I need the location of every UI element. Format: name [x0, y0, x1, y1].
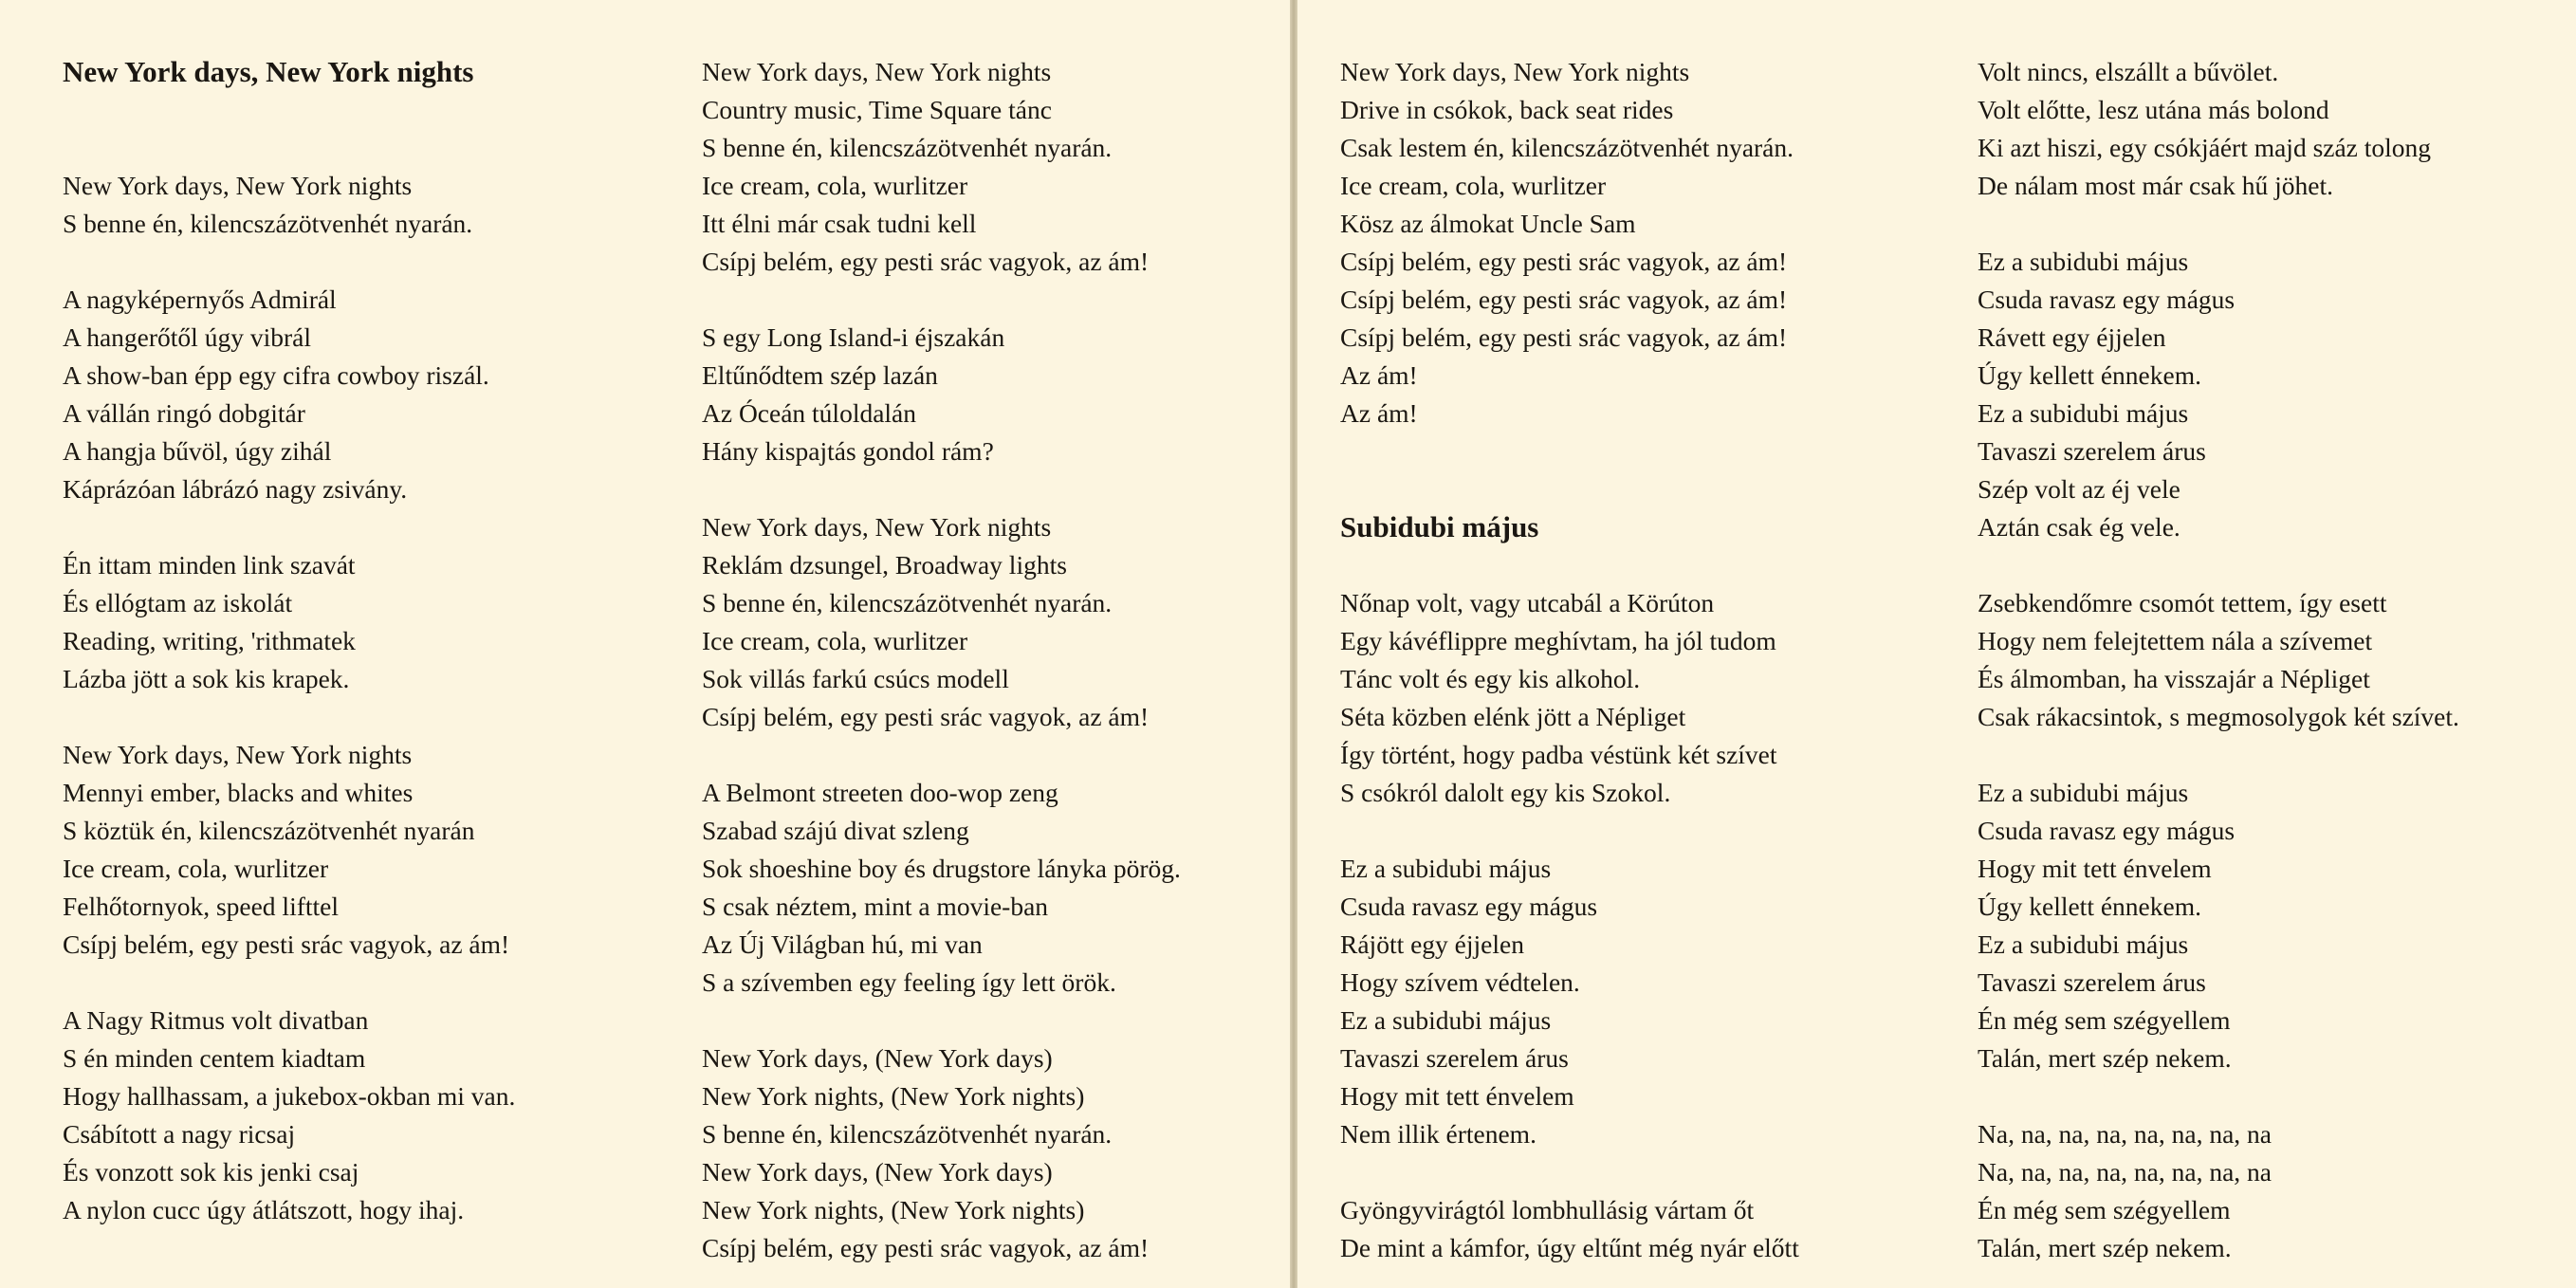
lyric-line: New York days, New York nights [1340, 57, 1690, 86]
lyric-line: Úgy kellett énnekem. [1978, 360, 2201, 390]
stanza [63, 546, 515, 698]
stanza [63, 281, 515, 508]
stanza [702, 319, 1181, 470]
lyric-line: Rávett egy éjjelen [1978, 322, 2166, 352]
lyric-line: Csípj belém, egy pesti srác vagyok, az ám! [702, 247, 1150, 276]
lyric-line: Ki azt hiszi, egy csókjáért majd száz tolong [1978, 133, 2432, 162]
lyric-line: New York nights, (New York nights) [702, 1195, 1085, 1224]
lyric-line: Káprázóan lábrázó nagy zsivány. [63, 474, 408, 504]
page-gutter [1290, 0, 1297, 1288]
stanza-gap [1978, 1077, 2459, 1115]
lyric-line: Csuda ravasz egy mágus [1978, 816, 2236, 845]
lyric-line: Aztán csak ég vele. [1978, 512, 2180, 542]
lyric-line: Ez a subidubi május [1978, 778, 2189, 807]
stanza [1340, 850, 1799, 1153]
stanza-gap [1978, 736, 2459, 774]
lyric-line: Hogy mit tett énvelem [1978, 854, 2212, 883]
stanza-gap [1340, 1153, 1799, 1191]
lyrics-column-1 [63, 53, 515, 1229]
lyric-line: De nálam most már csak hű jöhet. [1978, 171, 2333, 200]
stanza [1340, 1191, 1799, 1267]
lyric-line: Tavaszi szerelem árus [1978, 967, 2206, 997]
stanza-gap [702, 470, 1181, 508]
stanza [702, 774, 1181, 1002]
lyric-line: S benne én, kilencszázötvenhét nyarán. [702, 133, 1113, 162]
stanza-gap [702, 1002, 1181, 1040]
lyric-line: Az Óceán túloldalán [702, 398, 917, 428]
lyric-line: Csípj belém, egy pesti srác vagyok, az ám! [1340, 322, 1788, 352]
stanza [63, 167, 515, 243]
lyric-line: Csuda ravasz egy mágus [1340, 892, 1598, 921]
lyric-line: A Nagy Ritmus volt divatban [63, 1005, 369, 1035]
lyric-line: A hangja bűvöl, úgy zihál [63, 436, 332, 466]
lyric-line: Sok shoeshine boy és drugstore lányka pörög. [702, 854, 1181, 883]
lyric-line: Úgy kellett énnekem. [1978, 892, 2201, 921]
lyric-line: Csábított a nagy ricsaj [63, 1119, 296, 1149]
lyric-line: Drive in csókok, back seat rides [1340, 95, 1674, 124]
lyric-line: Az ám! [1340, 398, 1418, 428]
lyric-line: Csípj belém, egy pesti srác vagyok, az ám! [702, 1233, 1150, 1262]
lyric-line: Reklám dzsungel, Broadway lights [702, 550, 1067, 580]
lyric-line: Itt élni már csak tudni kell [702, 209, 977, 238]
lyric-line: Zsebkendőmre csomót tettem, így esett [1978, 588, 2387, 617]
song-title: Subidubi május [1340, 510, 1539, 543]
lyric-line: Én még sem szégyellem [1978, 1195, 2231, 1224]
lyric-line: Szabad szájú divat szleng [702, 816, 969, 845]
stanza-gap [1340, 546, 1799, 584]
stanza-gap [63, 91, 515, 129]
lyric-line: Kösz az álmokat Uncle Sam [1340, 209, 1636, 238]
lyric-line: Én még sem szégyellem [1978, 1005, 2231, 1035]
stanza [1978, 53, 2459, 205]
lyric-line: Ez a subidubi május [1340, 854, 1552, 883]
lyric-line: S én minden centem kiadtam [63, 1043, 366, 1073]
stanza-gap [1978, 546, 2459, 584]
stanza [1978, 584, 2459, 736]
stanza [63, 736, 515, 964]
lyric-line: A show-ban épp egy cifra cowboy riszál. [63, 360, 489, 390]
stanza [1978, 1115, 2459, 1267]
lyric-line: Ez a subidubi május [1978, 398, 2189, 428]
lyric-line: Csípj belém, egy pesti srác vagyok, az ám! [702, 702, 1150, 731]
lyric-line: Eltűnődtem szép lazán [702, 360, 938, 390]
lyric-line: Én ittam minden link szavát [63, 550, 356, 580]
stanza-gap [702, 281, 1181, 319]
stanza-gap [63, 243, 515, 281]
lyric-line: Tánc volt és egy kis alkohol. [1340, 664, 1641, 693]
stanza [1340, 584, 1799, 812]
lyric-line: Hány kispajtás gondol rám? [702, 436, 994, 466]
lyric-line: Volt nincs, elszállt a bűvölet. [1978, 57, 2279, 86]
lyric-line: Na, na, na, na, na, na, na, na [1978, 1157, 2272, 1187]
stanza-gap [63, 129, 515, 167]
lyric-line: Mennyi ember, blacks and whites [63, 778, 414, 807]
lyric-line: S benne én, kilencszázötvenhét nyarán. [702, 1119, 1113, 1149]
lyric-line: A Belmont streeten doo-wop zeng [702, 778, 1058, 807]
lyric-line: Tavaszi szerelem árus [1978, 436, 2206, 466]
lyric-line: Csípj belém, egy pesti srác vagyok, az ám! [63, 929, 510, 959]
lyric-line: És álmomban, ha visszajár a Népliget [1978, 664, 2370, 693]
lyric-line: A nylon cucc úgy átlátszott, hogy ihaj. [63, 1195, 465, 1224]
lyric-line: S egy Long Island-i éjszakán [702, 322, 1005, 352]
lyric-line: Csípj belém, egy pesti srác vagyok, az ám! [1340, 285, 1788, 314]
lyric-line: Reading, writing, 'rithmatek [63, 626, 356, 655]
lyric-line: Hogy hallhassam, a jukebox-okban mi van. [63, 1081, 516, 1111]
lyric-line: Ice cream, cola, wurlitzer [63, 854, 329, 883]
lyric-line: Sok villás farkú csúcs modell [702, 664, 1009, 693]
lyric-line: S a szívemben egy feeling így lett örök. [702, 967, 1116, 997]
lyric-line: S köztük én, kilencszázötvenhét nyarán [63, 816, 475, 845]
lyric-line: Nőnap volt, vagy utcabál a Körúton [1340, 588, 1715, 617]
lyric-line: New York nights, (New York nights) [702, 1081, 1085, 1111]
lyric-line: Csípj belém, egy pesti srác vagyok, az ám! [1340, 247, 1788, 276]
stanza-gap [1340, 470, 1799, 508]
lyric-line: A nagyképernyős Admirál [63, 285, 337, 314]
lyric-line: Ice cream, cola, wurlitzer [702, 171, 968, 200]
lyrics-column-4 [1978, 53, 2459, 1267]
lyric-line: New York days, New York nights [63, 171, 413, 200]
stanza-gap [63, 698, 515, 736]
lyric-line: Volt előtte, lesz utána más bolond [1978, 95, 2329, 124]
lyric-line: Csak rákacsintok, s megmosolygok két szívet. [1978, 702, 2459, 731]
song-title: New York days, New York nights [63, 55, 474, 88]
lyric-line: S benne én, kilencszázötvenhét nyarán. [63, 209, 473, 238]
lyric-line: Így történt, hogy padba véstünk két szívet [1340, 740, 1777, 769]
lyric-line: Ez a subidubi május [1340, 1005, 1552, 1035]
lyric-line: És ellógtam az iskolát [63, 588, 293, 617]
lyric-line: New York days, (New York days) [702, 1157, 1053, 1187]
lyrics-column-3 [1340, 53, 1799, 1267]
stanza-gap [63, 964, 515, 1002]
stanza [702, 53, 1181, 281]
lyric-line: Hogy szívem védtelen. [1340, 967, 1580, 997]
lyric-line: Hogy mit tett énvelem [1340, 1081, 1574, 1111]
lyric-line: Talán, mert szép nekem. [1978, 1233, 2232, 1262]
lyric-line: New York days, New York nights [702, 57, 1052, 86]
lyric-line: Gyöngyvirágtól lombhullásig vártam őt [1340, 1195, 1755, 1224]
lyric-line: Csak lestem én, kilencszázötvenhét nyarán. [1340, 133, 1794, 162]
lyric-line: De mint a kámfor, úgy eltűnt még nyár előtt [1340, 1233, 1799, 1262]
lyric-line: Nem illik értenem. [1340, 1119, 1536, 1149]
stanza [702, 1040, 1181, 1267]
lyric-line: Egy kávéflippre meghívtam, ha jól tudom [1340, 626, 1776, 655]
lyric-line: S csak néztem, mint a movie-ban [702, 892, 1049, 921]
lyric-line: Talán, mert szép nekem. [1978, 1043, 2232, 1073]
lyric-line: A hangerőtől úgy vibrál [63, 322, 311, 352]
lyric-line: S csókról dalolt egy kis Szokol. [1340, 778, 1671, 807]
lyric-line: Szép volt az éj vele [1978, 474, 2180, 504]
lyric-line: Ez a subidubi május [1978, 929, 2189, 959]
stanza-gap [1340, 812, 1799, 850]
lyric-line: Ice cream, cola, wurlitzer [1340, 171, 1607, 200]
lyric-line: Ez a subidubi május [1978, 247, 2189, 276]
stanza [1978, 243, 2459, 546]
lyric-line: New York days, (New York days) [702, 1043, 1053, 1073]
lyric-line: Az Új Világban hú, mi van [702, 929, 983, 959]
lyric-line: Felhőtornyok, speed lifttel [63, 892, 339, 921]
stanza [1340, 53, 1799, 432]
stanza [702, 508, 1181, 736]
lyric-line: Rájött egy éjjelen [1340, 929, 1524, 959]
stanza [63, 1002, 515, 1229]
lyric-line: Hogy nem felejtettem nála a szívemet [1978, 626, 2373, 655]
lyric-line: S benne én, kilencszázötvenhét nyarán. [702, 588, 1113, 617]
lyric-line: New York days, New York nights [63, 740, 413, 769]
lyric-line: Ice cream, cola, wurlitzer [702, 626, 968, 655]
lyric-line: Lázba jött a sok kis krapek. [63, 664, 350, 693]
lyric-line: És vonzott sok kis jenki csaj [63, 1157, 359, 1187]
lyric-line: A vállán ringó dobgitár [63, 398, 305, 428]
stanza-gap [702, 736, 1181, 774]
lyric-line: Csuda ravasz egy mágus [1978, 285, 2236, 314]
stanza-gap [1978, 205, 2459, 243]
lyric-line: Country music, Time Square tánc [702, 95, 1052, 124]
stanza [1978, 774, 2459, 1077]
stanza-gap [1340, 432, 1799, 470]
lyrics-column-2 [702, 53, 1181, 1267]
lyric-line: Na, na, na, na, na, na, na, na [1978, 1119, 2272, 1149]
lyric-line: Séta közben elénk jött a Népliget [1340, 702, 1686, 731]
lyric-line: New York days, New York nights [702, 512, 1052, 542]
lyric-line: Tavaszi szerelem árus [1340, 1043, 1569, 1073]
lyric-line: Az ám! [1340, 360, 1418, 390]
stanza-gap [63, 508, 515, 546]
